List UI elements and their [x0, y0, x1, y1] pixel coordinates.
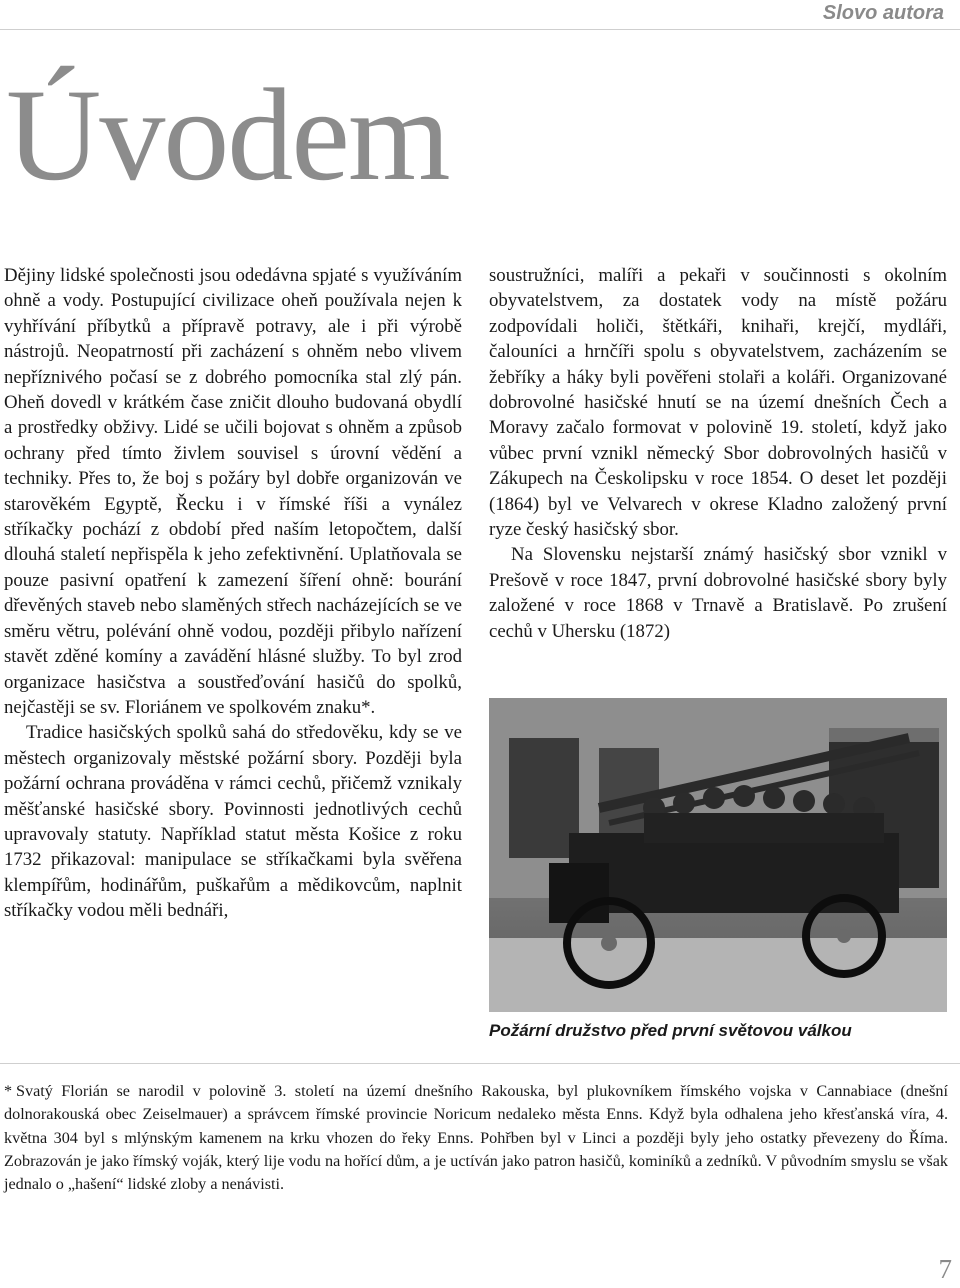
page-title: Úvodem [6, 61, 449, 208]
footnote-divider [0, 1063, 960, 1064]
footnote-marker: * [4, 1082, 13, 1100]
left-column [4, 263, 462, 924]
footnote [4, 1080, 948, 1196]
right-paragraph-1: soustružníci, malíři a pekaři v součinnosti s okolním obyvatelstvem, za dostatek vody na místě požáru zodpovídali holiči, štětkáři, knihaři, krejčí, mydláři, čalouníci a hrnčíři spolu s obyvatelstvem, zacházením se žebříky a háky byli pověřeni stolaři a koláři. Organizované dobrovolné hasičské hnutí se na území dnešních Čech a Moravy začalo formovat v polovině 19. století, když jako vůbec první vznikl německý Sbor dobrovolných hasičů v Zákupech na Českolipsku v roce 1854. O deset let později (1864) byl ve Velvarech v okrese Kladno založený první ryze český hasičský sbor. [489, 265, 947, 541]
footnote-text: Svatý Florián se narodil v polovině 3. století na území dnešního Rakouska, byl plukovníkem římského vojska v Cannabiace (dnešní dolnorakouská obec Zeiselmauer) a správcem římské provincie Noricum nedaleko města Enns. Když byla odhalena jeho křesťanská víra, 4. května 304 byl s mlýnským kamenem na krku vhozen do řeky Enns. Pohřben byl v Linci a později byly jeho ostatky převezeny do Říma. Zobrazován je jako římský voják, který lije vodu na hořící dům, a je uctíván jako patron hasičů, kominíků a zedníků. V původním smyslu se však jednalo o „hašení“ lidské zloby a nenávisti. [4, 1082, 948, 1194]
right-paragraph-2: Na Slovensku nejstarší známý hasičský sbor vznikl v Prešově v roce 1847, první dobrovolné hasičské sbory byly založené v roce 1868 v Trnavě a Bratislavě. Po zrušení cechů v Uhersku (1872) [489, 544, 947, 642]
left-paragraph-2: Tradice hasičských spolků sahá do středověku, kdy se ve městech organizovaly městské požární sbory. Později byla požární ochrana prováděna v rámci cechů, přičemž vznikaly měšťanské hasičské sbory. Povinnosti jednotlivých cechů upravovaly statuty. Například statut města Košice z roku 1732 přikazoval: manipulace se stříkačkami byla svěřena klempířům, hodinářům, puškařům a mědikovcům, naplnit stříkačky vodou měli bednáři, [4, 722, 462, 922]
section-label: Slovo autora [822, 2, 944, 24]
fire-brigade-photo [489, 698, 947, 1012]
figure-caption: Požární družstvo před první světovou válkou [489, 1021, 852, 1040]
left-paragraph-1: Dějiny lidské společnosti jsou odedávna spjaté s využíváním ohně a vody. Postupující civilizace oheň používala nejen k vyhřívání příbytků a přípravě potravy, ale i při výrobě nástrojů. Neopatrností při zacházení s ohněm nebo vlivem nepříznivého počasí se z dobrého pomocníka stal zlý pán. Oheň dovedl v krátkém čase zničit dlouho budovaná obydlí a prostředky obživy. Lidé se učili bojovat s ohněm a způsob ochrany před tímto živlem souvisel s úrovní vědění a techniky. Přes to, že boj s požáry byl dobře organizován ve starověkém Egyptě, Řecku i v římské říši a vynález stříkačky pochází z období před naším letopočtem, další dlouhá staletí nepřispěla k jeho zefektivnění. Uplatňovala se pouze pasivní opatření k zamezení šíření ohně: bourání dřevěných staveb nebo slaměných střech nacházejících se ve směru větru, polévání ohně vodou, později přibylo nařízení stavět zděné komíny a zavádění hlásné služby. To byl zrod organizace hasičstva a soustřeďování hasičů do spolků, nejčastěji se sv. Floriánem ve spolkovém znaku*. [4, 265, 462, 718]
page-number: 7 [938, 1254, 952, 1284]
header-divider [0, 29, 960, 30]
right-column [489, 263, 947, 644]
